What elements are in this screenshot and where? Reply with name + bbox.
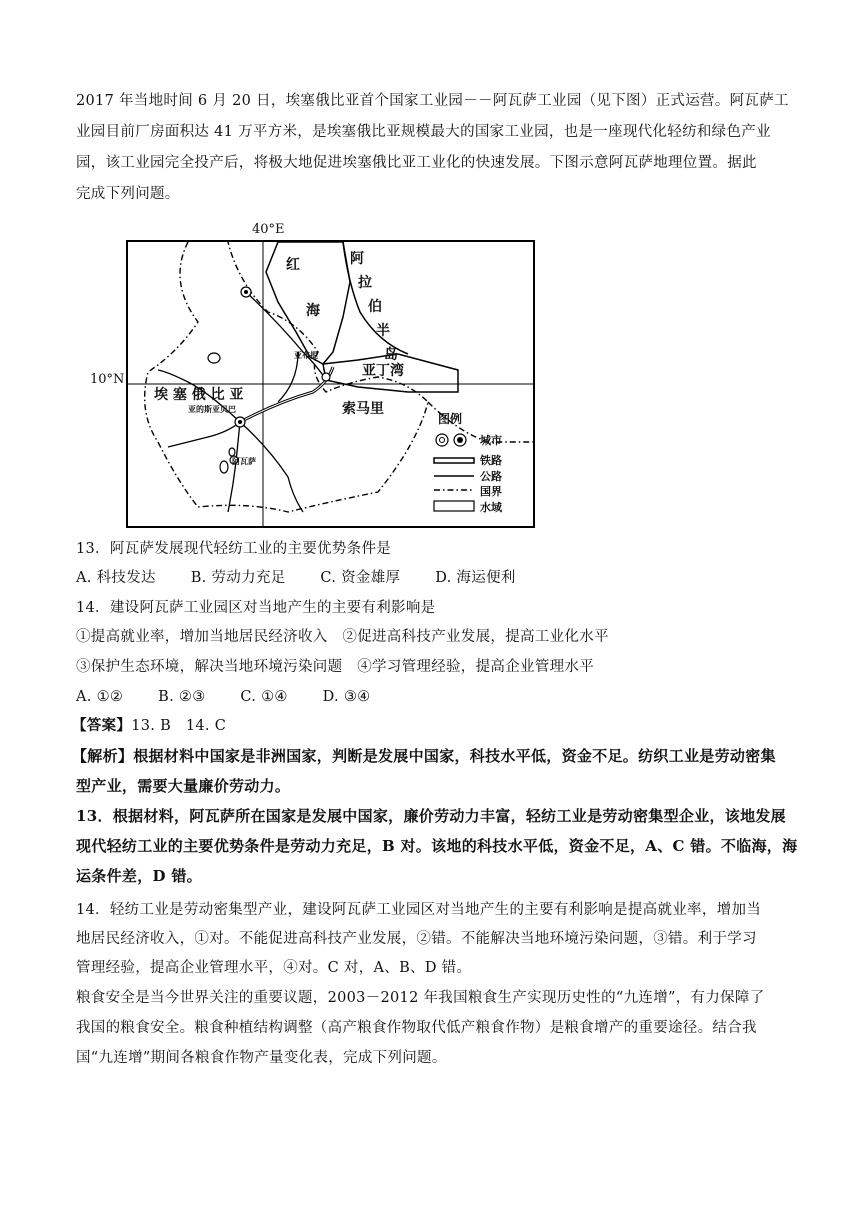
lat-label: 10°N — [90, 372, 125, 387]
lake — [229, 448, 235, 456]
q14-options — [76, 684, 788, 710]
q13-options — [76, 565, 788, 591]
ethiopia-label: 埃 塞 俄 比 亚 — [154, 387, 244, 403]
q13-option-d: D. 海运便利 — [435, 570, 516, 586]
analysis-line — [72, 743, 784, 769]
lake — [220, 461, 228, 473]
road-line — [240, 422, 303, 512]
arabia-label: 拉 — [358, 275, 372, 291]
answer-line — [72, 713, 784, 739]
road-line — [228, 422, 240, 512]
legend-water-icon — [434, 501, 474, 511]
q13-option-b: B. 劳动力充足 — [190, 570, 286, 586]
explanation-14-line: 管理经验，提高企业管理水平，④对。C 对，A、B、D 错。 — [76, 960, 472, 976]
lake — [208, 353, 220, 363]
intro-line: 业园目前厂房面积达 41 万平方米，是埃塞俄比亚规模最大的国家工业园，也是一座现代化轻纺和绿色产业 — [76, 124, 771, 140]
q14-option-a: A. ①② — [76, 689, 124, 705]
explanation-14-line: 地居民经济收入，①对。不能促进高科技产业发展，②错。不能解决当地环境污染问题，③错。利于学习 — [76, 931, 757, 947]
analysis-line: 型产业，需要大量廉价劳动力。 — [76, 777, 291, 795]
legend-road-label: 公路 — [480, 470, 502, 483]
location-map — [126, 240, 535, 528]
q14-option-d: D. ③④ — [322, 689, 371, 705]
analysis-text: 根据材料中国家是非洲国家，判断是发展中国家，科技水平低，资金不足。纺织工业是劳动密集 — [133, 747, 776, 765]
somalia-label: 索马里 — [342, 401, 384, 417]
explanation-13-line: 13．根据材料，阿瓦萨所在国家是发展中国家，廉价劳动力丰富，轻纺工业是劳动密集型企业，该地发展 — [76, 807, 786, 825]
legend — [434, 434, 474, 511]
addis-label: 亚的斯亚贝巴 — [188, 404, 236, 414]
q13-option-c: C. 资金雄厚 — [320, 570, 401, 586]
awasa-label: 阿瓦萨 — [232, 456, 256, 466]
intro-line: 完成下列问题。 — [76, 186, 180, 202]
city-marker — [244, 290, 248, 294]
food-paragraph-line: 我国的粮食安全。粮食种植结构调整（高产粮食作物取代低产粮食作物）是粮食增产的重要途径。结合我 — [76, 1020, 757, 1036]
q14-stem: 14．建设阿瓦萨工业园区对当地产生的主要有利影响是 — [76, 600, 436, 616]
q14-option-c: C. ①④ — [240, 689, 288, 705]
gulf-of-aden-label: 亚丁湾 — [362, 363, 404, 379]
legend-city-icon — [457, 437, 463, 443]
city-marker — [322, 373, 330, 381]
q13-option-a: A. 科技发达 — [76, 570, 156, 586]
city-marker — [238, 420, 242, 424]
explanation-13-line: 运条件差，D 错。 — [76, 867, 202, 885]
answer-tag: 【答案】 — [72, 717, 132, 734]
red-sea-label: 海 — [306, 303, 320, 319]
q14-option-b: B. ②③ — [158, 689, 206, 705]
q13-stem: 13．阿瓦萨发展现代轻纺工业的主要优势条件是 — [76, 541, 392, 557]
lon-label: 40°E — [252, 222, 285, 237]
legend-railway-icon — [434, 458, 474, 463]
analysis-tag: 【解析】 — [72, 747, 134, 765]
legend-railway-label: 铁路 — [480, 454, 502, 467]
arabia-label: 岛 — [384, 347, 398, 363]
arabia-label: 半 — [376, 323, 390, 339]
intro-line: 园，该工业园完全投产后，将极大地促进埃塞俄比亚工业化的快速发展。下图示意阿瓦萨地理位置。据此 — [76, 155, 757, 171]
road-line — [168, 422, 240, 447]
legend-water-label: 水域 — [480, 501, 502, 514]
djibouti-label: 亚布提 — [294, 350, 318, 360]
legend-city-label: 城市 — [480, 434, 502, 447]
explanation-13-line: 现代轻纺工业的主要优势条件是劳动力充足，B 对。该地的科技水平低，资金不足，A、C 错。不临海，海 — [76, 837, 798, 855]
explanation-14-line: 14．轻纺工业是劳动密集型产业，建设阿瓦萨工业园区对当地产生的主要有利影响是提高就业率，增加当 — [76, 902, 762, 918]
legend-city-icon — [440, 438, 445, 443]
legend-title: 图例 — [438, 412, 463, 426]
legend-border-label: 国界 — [480, 485, 502, 498]
q14-items-line: ③保护生态环境，解决当地环境污染问题 ④学习管理经验，提高企业管理水平 — [76, 659, 594, 675]
q14-items-line: ①提高就业率，增加当地居民经济收入 ②促进高科技产业发展，提高工业化水平 — [76, 629, 609, 645]
food-paragraph-line: 国“九连增”期间各粮食作物产量变化表，完成下列问题。 — [76, 1050, 447, 1066]
arabia-label: 伯 — [368, 299, 382, 315]
food-paragraph-line: 粮食安全是当今世界关注的重要议题，2003－2012 年我国粮食生产实现历史性的“九连增”，有力保障了 — [76, 990, 765, 1006]
railway-line — [240, 367, 333, 422]
arabia-label: 阿 — [350, 251, 364, 267]
answer-text: 13. B 14. C — [131, 718, 227, 734]
intro-line: 2017 年当地时间 6 月 20 日，埃塞俄比亚首个国家工业园－－阿瓦萨工业园（见下图）正式运营。阿瓦萨工 — [76, 93, 789, 109]
red-sea-label: 红 — [286, 257, 300, 273]
